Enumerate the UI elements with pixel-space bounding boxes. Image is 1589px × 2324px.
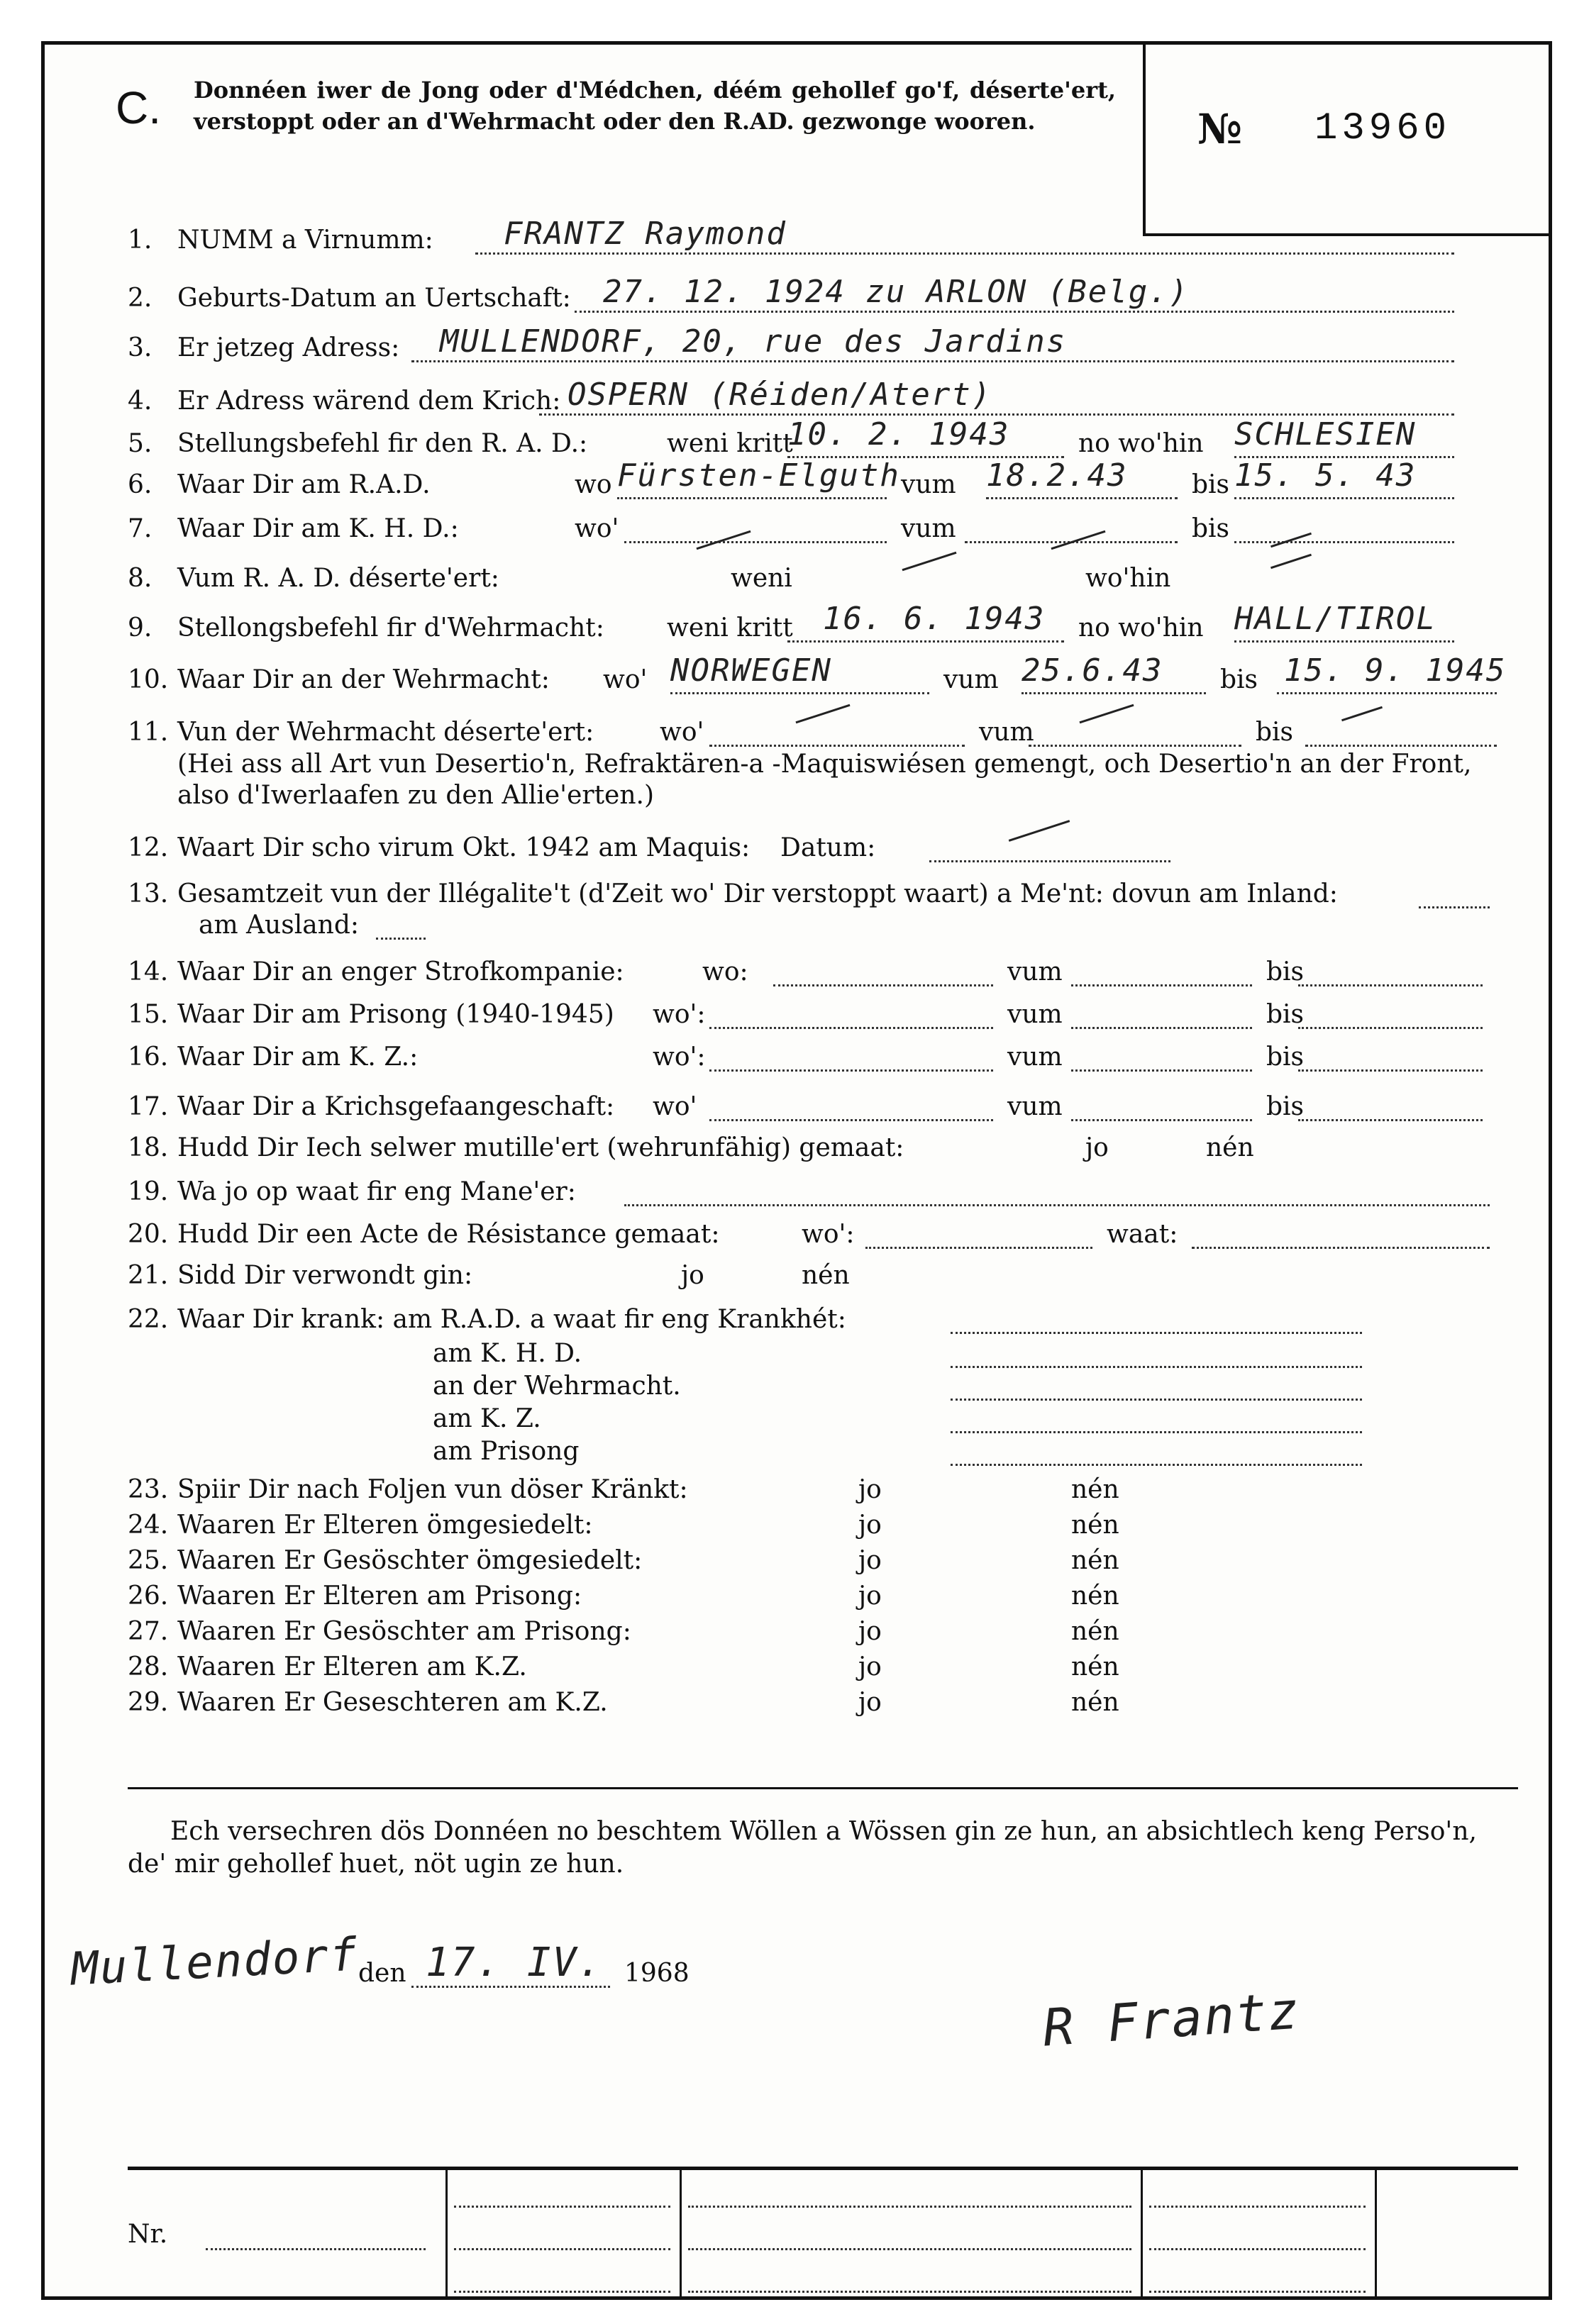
field-word: nén (1071, 1511, 1119, 1540)
field-word: wo' (603, 665, 648, 694)
item-label: Vun der Wehrmacht déserte'ert: (177, 718, 594, 747)
item-label: Waaren Er Gesöschter ömgesiedelt: (177, 1546, 643, 1575)
item-number: 19. (128, 1177, 169, 1206)
fill-line (617, 497, 887, 499)
field-word: vum (1007, 1092, 1063, 1121)
item-number: 26. (128, 1581, 169, 1611)
fill-line (951, 1464, 1362, 1466)
item-label: Waar Dir krank: am R.A.D. a waat fir eng Krankhét: (177, 1305, 846, 1334)
field-word: bis (1266, 957, 1305, 986)
fill-line (624, 1204, 1490, 1206)
item-number: 3. (128, 333, 153, 362)
header-box-bottom (1143, 233, 1552, 236)
field-word: jo (858, 1617, 882, 1646)
field-word: no wo'hin (1078, 429, 1204, 458)
signature-place: Mullendorf (70, 1928, 360, 1996)
fill-line (575, 311, 1454, 313)
item-number: 25. (128, 1546, 169, 1575)
field-word: weni (731, 564, 792, 593)
field-word: weni kritt (667, 429, 793, 458)
handwritten-value: OSPERN (Réiden/Atert) (568, 377, 992, 413)
field-word: vum (943, 665, 999, 694)
field-word: vum (901, 514, 956, 543)
fill-line (773, 984, 993, 986)
fill-line (709, 1119, 993, 1121)
handwritten-value: 27. 12. 1924 zu ARLON (Belg.) (603, 274, 1190, 310)
field-word: wo' (653, 1092, 697, 1121)
item-label: Waar Dir am K. Z.: (177, 1043, 419, 1072)
sub-item: am K. H. D. (433, 1339, 582, 1368)
field-word: bis (1266, 1043, 1305, 1072)
fill-line (1305, 745, 1497, 747)
number-label: № (1197, 105, 1243, 153)
footer-top-line (128, 2167, 1518, 2170)
item-label: Waaren Er Gesöschter am Prisong: (177, 1617, 631, 1646)
field-word: jo (858, 1511, 882, 1540)
fill-line (670, 692, 929, 694)
field-word: nén (1071, 1475, 1119, 1504)
item-label: Er jetzeg Adress: (177, 333, 400, 362)
sub-item: am K. Z. (433, 1404, 541, 1433)
fill-line (1298, 1027, 1483, 1029)
fill-line (1071, 1069, 1252, 1072)
fill-line (1192, 1247, 1490, 1249)
item-number: 5. (128, 429, 153, 458)
field-word: vum (1007, 957, 1063, 986)
item-number: 20. (128, 1220, 169, 1249)
footer-dots-2 (454, 2248, 670, 2250)
fill-line (1029, 745, 1241, 747)
handwritten-value: SCHLESIEN (1234, 416, 1417, 452)
footer-dots-3 (454, 2291, 670, 2293)
fill-line (787, 640, 1064, 643)
item-number: 28. (128, 1652, 169, 1681)
handwritten-value: 16. 6. 1943 (823, 601, 1046, 637)
fill-line (376, 938, 426, 940)
fill-line (1298, 1119, 1483, 1121)
fill-line (1071, 1119, 1252, 1121)
field-word: jo (858, 1688, 882, 1717)
fill-line (929, 860, 1170, 862)
item-label: Waar Dir am K. H. D.: (177, 514, 459, 543)
fill-line (951, 1332, 1362, 1334)
item-label: Waar Dir an enger Strofkompanie: (177, 957, 624, 986)
field-word: wo: (702, 957, 748, 986)
field-word: Datum: (780, 833, 876, 862)
item-number: 18. (128, 1133, 169, 1162)
nr-line (206, 2248, 426, 2250)
footer-col-3 (1141, 2169, 1143, 2300)
date-handwritten: 17. IV. (426, 1940, 604, 1986)
fill-line (709, 1069, 993, 1072)
item-number: 27. (128, 1617, 169, 1646)
field-word: nén (1071, 1688, 1119, 1717)
item-label: Waar Dir a Krichsgefaangeschaft: (177, 1092, 615, 1121)
footer-dots-5 (688, 2248, 1131, 2250)
item-label: Waaren Er Elteren am Prisong: (177, 1581, 582, 1611)
fill-line (951, 1431, 1362, 1433)
field-word: waat: (1107, 1220, 1178, 1249)
item-number: 8. (128, 564, 153, 593)
fill-line (1071, 984, 1252, 986)
field-word: vum (901, 470, 956, 499)
field-word: wo': (653, 1000, 706, 1029)
field-word: nén (802, 1261, 850, 1290)
fill-line (624, 541, 887, 543)
year-label: 1968 (624, 1959, 690, 1988)
item-label: Waart Dir scho virum Okt. 1942 am Maquis: (177, 833, 751, 862)
item-label: Er Adress wärend dem Krich: (177, 387, 561, 416)
item-number: 22. (128, 1305, 169, 1334)
fill-line (411, 360, 1454, 362)
declaration-text: Ech versechren dös Donnéen no beschtem Wöllen a Wössen gin ze hun, an absichtlech keng Perso'n, de' mir gehollef huet, nöt ugin ze hun. (128, 1817, 1477, 1879)
footer-dots-6 (688, 2291, 1131, 2293)
item-label: Spiir Dir nach Foljen vun döser Kränkt: (177, 1475, 688, 1504)
item-number: 4. (128, 387, 153, 416)
field-word: jo (858, 1652, 882, 1681)
handwritten-value: NORWEGEN (670, 652, 832, 689)
handwritten-value: FRANTZ Raymond (504, 216, 787, 252)
item-label: Hudd Dir een Acte de Résistance gemaat: (177, 1220, 720, 1249)
field-word: jo (858, 1581, 882, 1611)
field-word: bis (1192, 514, 1230, 543)
field-word: jo (858, 1475, 882, 1504)
fill-line (709, 1027, 993, 1029)
field-word: jo (681, 1261, 704, 1290)
item-number: 6. (128, 470, 153, 499)
item-note: (Hei ass all Art vun Desertio'n, Refraktären-a -Maquiswiésen gemengt, och Desertio'n an der Front, also d'Iwerlaafen zu den Allie'erten.) (177, 750, 1472, 810)
item-number: 13. (128, 879, 169, 908)
footer-col-1 (445, 2169, 448, 2300)
fill-line (1298, 984, 1483, 986)
item-number: 29. (128, 1688, 169, 1717)
nr-label: Nr. (128, 2220, 168, 2249)
footer-dots-1 (454, 2206, 670, 2208)
fill-line (1071, 1027, 1252, 1029)
footer-dots-4 (688, 2206, 1131, 2208)
fill-line (1234, 640, 1454, 643)
field-word: nén (1071, 1617, 1119, 1646)
field-word: nén (1206, 1133, 1254, 1162)
item-number: 24. (128, 1511, 169, 1540)
handwritten-value: 15. 5. 43 (1234, 457, 1417, 494)
field-word: nén (1071, 1581, 1119, 1611)
footer-col-4 (1375, 2169, 1377, 2300)
item-number: 23. (128, 1475, 169, 1504)
footer-dots-8 (1149, 2248, 1366, 2250)
handwritten-value: 15. 9. 1945 (1284, 652, 1507, 689)
section-title: Donnéen iwer de Jong oder d'Médchen, déém gehollef go'f, déserte'ert, verstoppt oder an d'Wehrmacht oder den R.AD. gezwonge wooren. (194, 77, 1116, 135)
field-word: wo': (802, 1220, 855, 1249)
fill-line (865, 1247, 1092, 1249)
item-line2: am Ausland: (199, 911, 360, 940)
field-word: wo' (660, 718, 704, 747)
separator-line (128, 1787, 1518, 1789)
item-label: Geburts-Datum an Uertschaft: (177, 284, 571, 313)
field-word: bis (1256, 718, 1294, 747)
item-number: 14. (128, 957, 169, 986)
field-word: weni kritt (667, 613, 793, 643)
handwritten-value: MULLENDORF, 20, rue des Jardins (440, 323, 1067, 360)
item-number: 10. (128, 665, 169, 694)
item-number: 15. (128, 1000, 169, 1029)
item-number: 12. (128, 833, 169, 862)
field-word: wo': (653, 1043, 706, 1072)
field-word: jo (858, 1546, 882, 1575)
handwritten-value: 25.6.43 (1022, 652, 1163, 689)
item-label: Vum R. A. D. déserte'ert: (177, 564, 499, 593)
fill-line (1234, 497, 1454, 499)
item-number: 17. (128, 1092, 169, 1121)
fill-line (475, 252, 1454, 255)
field-word: bis (1192, 470, 1230, 499)
fill-line (1022, 692, 1206, 694)
item-label: Waaren Er Elteren ömgesiedelt: (177, 1511, 593, 1540)
field-word: vum (1007, 1000, 1063, 1029)
fill-line (539, 413, 1454, 416)
handwritten-value: HALL/TIROL (1234, 601, 1436, 637)
item-label: Waar Dir an der Wehrmacht: (177, 665, 550, 694)
field-word: nén (1071, 1546, 1119, 1575)
fill-line (951, 1399, 1362, 1401)
item-number: 21. (128, 1261, 169, 1290)
item-number: 11. (128, 718, 169, 747)
header-divider (1143, 45, 1146, 236)
handwritten-value: Fürsten-Elguth (617, 457, 900, 494)
item-label: Sidd Dir verwondt gin: (177, 1261, 473, 1290)
item-number: 7. (128, 514, 153, 543)
fill-line (951, 1366, 1362, 1368)
fill-line (1234, 541, 1454, 543)
signature: R Frantz (1041, 1980, 1302, 2058)
item-label: Waaren Er Elteren am K.Z. (177, 1652, 527, 1681)
sub-item: an der Wehrmacht. (433, 1372, 681, 1401)
item-label: Waaren Er Geseschteren am K.Z. (177, 1688, 608, 1717)
field-word: wo' (575, 514, 619, 543)
fill-line (709, 745, 965, 747)
fill-line (986, 497, 1178, 499)
item-label: Hudd Dir Iech selwer mutille'ert (wehrunfähig) gemaat: (177, 1133, 904, 1162)
section-letter: C. (116, 82, 161, 133)
field-word: vum (979, 718, 1034, 747)
item-label: Stellongsbefehl fir d'Wehrmacht: (177, 613, 604, 643)
field-word: wo (575, 470, 612, 499)
fill-line (1298, 1069, 1483, 1072)
item-label: Waar Dir am R.A.D. (177, 470, 431, 499)
item-label: NUMM a Virnumm: (177, 226, 433, 255)
den-label: den (358, 1959, 406, 1988)
item-number: 9. (128, 613, 153, 643)
footer-col-2 (680, 2169, 682, 2300)
field-word: wo'hin (1085, 564, 1171, 593)
handwritten-value: 18.2.43 (986, 457, 1128, 494)
item-label: Stellungsbefehl fir den R. A. D.: (177, 429, 588, 458)
field-word: nén (1071, 1652, 1119, 1681)
field-word: bis (1266, 1092, 1305, 1121)
footer-dots-7 (1149, 2206, 1366, 2208)
field-word: no wo'hin (1078, 613, 1204, 643)
form-number: 13960 (1314, 107, 1451, 150)
field-word: jo (1085, 1133, 1109, 1162)
item-number: 2. (128, 284, 153, 313)
fill-line (1419, 906, 1490, 908)
field-word: bis (1220, 665, 1258, 694)
handwritten-value: 10. 2. 1943 (787, 416, 1010, 452)
date-line (411, 1986, 610, 1988)
item-label: Waar Dir am Prisong (1940-1945) (177, 1000, 614, 1029)
sub-item: am Prisong (433, 1437, 580, 1466)
field-word: vum (1007, 1043, 1063, 1072)
field-word: bis (1266, 1000, 1305, 1029)
item-number: 1. (128, 226, 153, 255)
item-label: Wa jo op waat fir eng Mane'er: (177, 1177, 576, 1206)
item-label: Gesamtzeit vun der Illégalite't (d'Zeit wo' Dir verstoppt waart) a Me'nt: dovun am Inland: (177, 879, 1338, 908)
item-number: 16. (128, 1043, 169, 1072)
footer-dots-9 (1149, 2291, 1366, 2293)
fill-line (1277, 692, 1497, 694)
